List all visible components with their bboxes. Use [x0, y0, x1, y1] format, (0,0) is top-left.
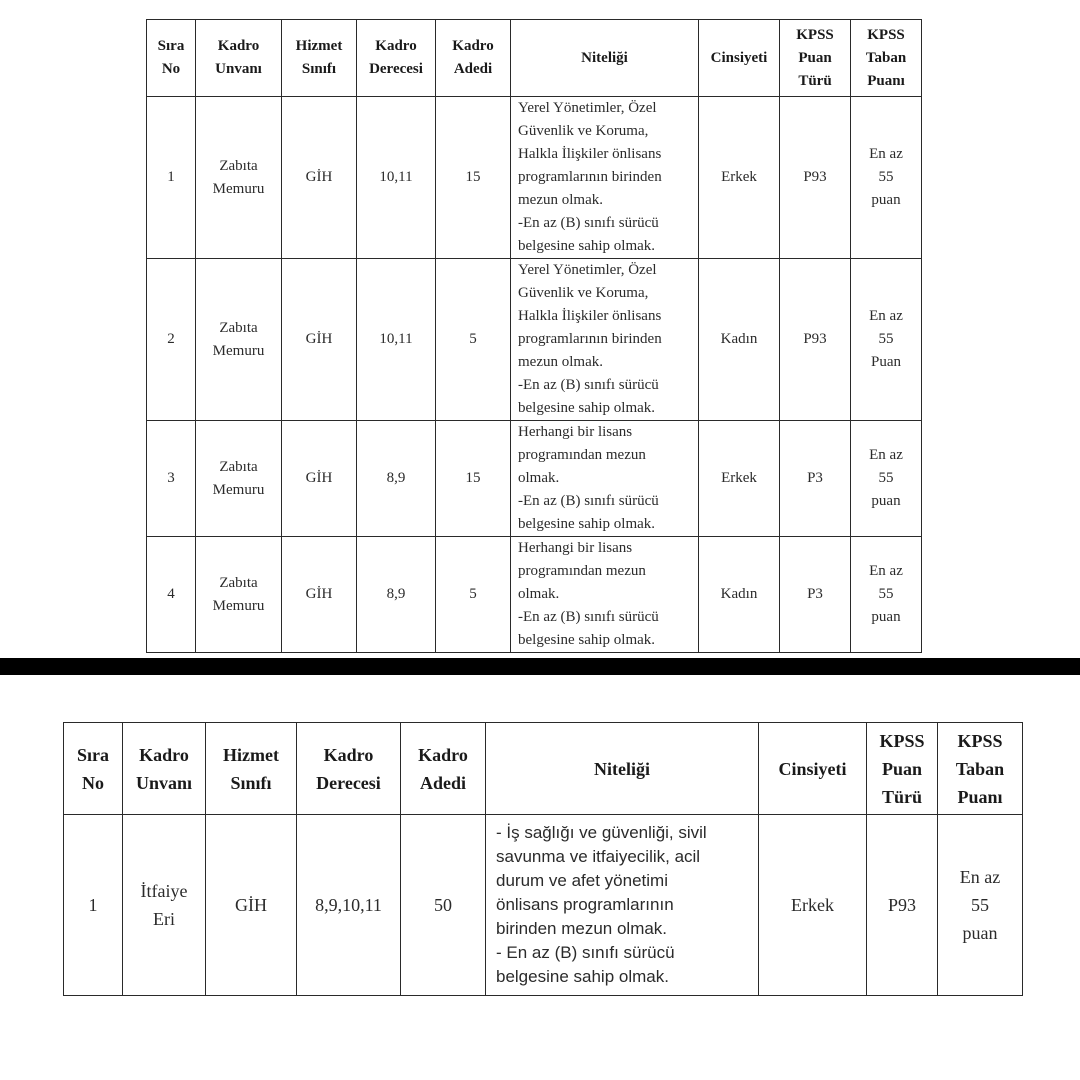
table-header-row: [64, 723, 1023, 815]
taban-line: En az: [959, 867, 1001, 887]
header-label-line: Unvanı: [135, 772, 193, 793]
header-label-line: Sıra: [157, 38, 185, 54]
header-label-line: Türü: [798, 72, 832, 89]
header-label-line: KPSS: [957, 730, 1003, 751]
header-kadro-derecesi: [357, 20, 436, 97]
taban-line: En az: [869, 146, 903, 162]
header-sira-no: [147, 20, 196, 97]
cell-sira-no: 1: [64, 815, 123, 996]
cell-kpss-taban-puani: [938, 815, 1023, 996]
header-cinsiyeti: [759, 723, 867, 815]
header-label-line: Kadro: [323, 744, 374, 765]
cell-kadro-derecesi: 10,11: [357, 97, 436, 259]
cell-kpss-puan-turu: P93: [780, 97, 851, 259]
header-label-line: No: [161, 61, 181, 77]
table-row: [147, 97, 922, 259]
niteligi-line: belgesine sahip olmak.: [496, 967, 669, 986]
cell-kadro-adedi: 15: [436, 97, 511, 259]
cell-hizmet-sinifi: GİH: [282, 97, 357, 259]
cell-kadro-derecesi: 8,9,10,11: [297, 815, 401, 996]
cell-kpss-taban-puani: [851, 259, 922, 421]
unvan-line: Memuru: [212, 597, 265, 614]
header-label-line: Kadro: [418, 744, 468, 765]
cell-sira-no: 2: [147, 259, 196, 421]
header-label-line: Puan: [798, 49, 832, 66]
header-kpss-taban-puani: [851, 20, 922, 97]
unvan-line: Eri: [153, 909, 175, 929]
cell-niteligi: [511, 97, 699, 259]
header-label-line: KPSS: [879, 730, 925, 751]
niteligi-line: programlarının birinden: [518, 169, 662, 185]
table-row: [147, 537, 922, 653]
niteligi-line: Güvenlik ve Koruma,: [518, 285, 649, 301]
unvan-line: Zabıta: [219, 319, 258, 336]
cell-sira-no: 3: [147, 421, 196, 537]
cell-hizmet-sinifi: GİH: [206, 815, 297, 996]
niteligi-text: [496, 821, 758, 989]
cell-sira-no: 4: [147, 537, 196, 653]
cell-kpss-puan-turu: P93: [780, 259, 851, 421]
table-row: [147, 259, 922, 421]
header-label-line: Sıra: [76, 744, 109, 765]
header-kadro-adedi: [436, 20, 511, 97]
niteligi-line: olmak.: [518, 470, 560, 486]
cell-kadro-adedi: 5: [436, 259, 511, 421]
header-label-line: Puanı: [867, 72, 905, 89]
cell-kadro-unvani: [196, 421, 282, 537]
header-kpss-puan-turu: [867, 723, 938, 815]
black-separator-bar: [0, 658, 1080, 675]
taban-line: 55: [878, 470, 894, 486]
header-label-line: Taban: [955, 758, 1005, 779]
niteligi-line: Halkla İlişkiler önlisans: [518, 146, 662, 162]
header-label-line: Niteliği: [581, 49, 628, 66]
cell-kadro-adedi: 50: [401, 815, 486, 996]
header-label-line: Derecesi: [369, 61, 423, 77]
table-row: [64, 815, 1023, 996]
taban-line: 55: [971, 895, 989, 915]
taban-line: puan: [871, 493, 901, 509]
unvan-line: Zabıta: [219, 574, 258, 591]
unvan-line: Zabıta: [219, 157, 258, 174]
cell-kpss-puan-turu: P93: [867, 815, 938, 996]
taban-line: En az: [869, 308, 903, 324]
niteligi-line: Güvenlik ve Koruma,: [518, 123, 649, 139]
niteligi-line: olmak.: [518, 586, 560, 602]
unvan-line: Memuru: [212, 180, 265, 197]
niteligi-line: Herhangi bir lisans: [518, 540, 633, 556]
header-cinsiyeti: [699, 20, 780, 97]
cell-kpss-puan-turu: P3: [780, 421, 851, 537]
niteligi-line: önlisans programlarının: [496, 895, 674, 914]
header-kadro-derecesi: [297, 723, 401, 815]
niteligi-line: - En az (B) sınıfı sürücü: [496, 943, 675, 962]
header-label-line: Derecesi: [316, 772, 381, 793]
header-label-line: Adedi: [453, 61, 493, 77]
unvan-line: Memuru: [212, 481, 265, 498]
header-label-line: Kadro: [217, 38, 260, 54]
header-niteligi: [511, 20, 699, 97]
header-label-line: Hizmet: [223, 744, 279, 765]
niteligi-line: Herhangi bir lisans: [518, 424, 633, 440]
cell-kpss-taban-puani: [851, 97, 922, 259]
header-label-line: Niteliği: [594, 758, 650, 779]
header-label-line: KPSS: [796, 26, 834, 43]
niteligi-line: belgesine sahip olmak.: [518, 516, 656, 532]
niteligi-line: mezun olmak.: [518, 192, 603, 208]
taban-line: puan: [871, 192, 901, 208]
cell-kadro-unvani: [123, 815, 206, 996]
kadro-table-2: [63, 722, 1023, 996]
cell-niteligi: [511, 421, 699, 537]
table-header-row: [147, 20, 922, 97]
cell-kadro-derecesi: 10,11: [357, 259, 436, 421]
cell-cinsiyeti: Kadın: [699, 537, 780, 653]
header-label-line: Sınıfı: [301, 61, 337, 77]
cell-kadro-adedi: 5: [436, 537, 511, 653]
taban-line: Puan: [871, 354, 901, 370]
niteligi-line: programlarının birinden: [518, 331, 662, 347]
kadro-table-1: [146, 19, 922, 653]
unvan-line: Memuru: [212, 342, 265, 359]
cell-cinsiyeti: Erkek: [699, 421, 780, 537]
header-label-line: Kadro: [375, 38, 417, 54]
taban-line: 55: [878, 169, 894, 185]
niteligi-line: programından mezun: [518, 563, 646, 579]
taban-line: En az: [869, 447, 903, 463]
cell-cinsiyeti: Erkek: [759, 815, 867, 996]
cell-kadro-unvani: [196, 537, 282, 653]
niteligi-line: -En az (B) sınıfı sürücü: [518, 609, 659, 625]
taban-line: En az: [869, 563, 903, 579]
header-label-line: Kadro: [139, 744, 189, 765]
header-kadro-unvani: [196, 20, 282, 97]
cell-kadro-unvani: [196, 97, 282, 259]
niteligi-line: - İş sağlığı ve güvenliği, sivil: [496, 823, 707, 842]
header-sira-no: [64, 723, 123, 815]
header-label-line: Puanı: [957, 786, 1003, 807]
header-label-line: Kadro: [452, 38, 494, 54]
niteligi-line: belgesine sahip olmak.: [518, 238, 656, 254]
cell-cinsiyeti: Erkek: [699, 97, 780, 259]
header-label-line: Puan: [881, 758, 923, 779]
header-label-line: Sınıfı: [230, 772, 272, 793]
unvan-line: İtfaiye: [140, 881, 188, 901]
niteligi-line: -En az (B) sınıfı sürücü: [518, 493, 659, 509]
taban-line: 55: [878, 331, 894, 347]
cell-niteligi: [486, 815, 759, 996]
niteligi-line: Halkla İlişkiler önlisans: [518, 308, 662, 324]
header-label-line: Hizmet: [295, 38, 343, 54]
niteligi-line: -En az (B) sınıfı sürücü: [518, 215, 659, 231]
table-row: [147, 421, 922, 537]
cell-sira-no: 1: [147, 97, 196, 259]
header-kpss-taban-puani: [938, 723, 1023, 815]
niteligi-line: programından mezun: [518, 447, 646, 463]
header-label-line: Türü: [881, 786, 923, 807]
header-hizmet-sinifi: [206, 723, 297, 815]
niteligi-line: mezun olmak.: [518, 354, 603, 370]
niteligi-line: birinden mezun olmak.: [496, 919, 668, 938]
cell-hizmet-sinifi: GİH: [282, 537, 357, 653]
cell-niteligi: [511, 537, 699, 653]
taban-line: puan: [871, 609, 901, 625]
cell-kpss-taban-puani: [851, 537, 922, 653]
taban-line: puan: [962, 923, 998, 943]
niteligi-line: belgesine sahip olmak.: [518, 400, 656, 416]
niteligi-line: -En az (B) sınıfı sürücü: [518, 377, 659, 393]
header-label-line: No: [82, 772, 104, 793]
header-label-line: Taban: [865, 49, 907, 66]
header-label-line: KPSS: [867, 26, 905, 43]
unvan-line: Zabıta: [219, 458, 258, 475]
header-label-line: Unvanı: [215, 61, 262, 77]
header-label-line: Cinsiyeti: [778, 758, 847, 779]
header-kadro-unvani: [123, 723, 206, 815]
cell-kpss-puan-turu: P3: [780, 537, 851, 653]
cell-cinsiyeti: Kadın: [699, 259, 780, 421]
cell-kadro-adedi: 15: [436, 421, 511, 537]
taban-line: 55: [878, 586, 894, 602]
niteligi-line: Yerel Yönetimler, Özel: [518, 100, 657, 116]
header-kadro-adedi: [401, 723, 486, 815]
niteligi-line: Yerel Yönetimler, Özel: [518, 262, 657, 278]
cell-kadro-unvani: [196, 259, 282, 421]
cell-kadro-derecesi: 8,9: [357, 537, 436, 653]
header-label-line: Cinsiyeti: [710, 49, 768, 66]
header-kpss-puan-turu: [780, 20, 851, 97]
niteligi-line: durum ve afet yönetimi: [496, 871, 668, 890]
niteligi-line: savunma ve itfaiyecilik, acil: [496, 847, 701, 866]
header-label-line: Adedi: [419, 772, 466, 793]
header-niteligi: [486, 723, 759, 815]
header-hizmet-sinifi: [282, 20, 357, 97]
niteligi-line: belgesine sahip olmak.: [518, 632, 656, 648]
cell-niteligi: [511, 259, 699, 421]
cell-hizmet-sinifi: GİH: [282, 259, 357, 421]
cell-hizmet-sinifi: GİH: [282, 421, 357, 537]
cell-kpss-taban-puani: [851, 421, 922, 537]
cell-kadro-derecesi: 8,9: [357, 421, 436, 537]
